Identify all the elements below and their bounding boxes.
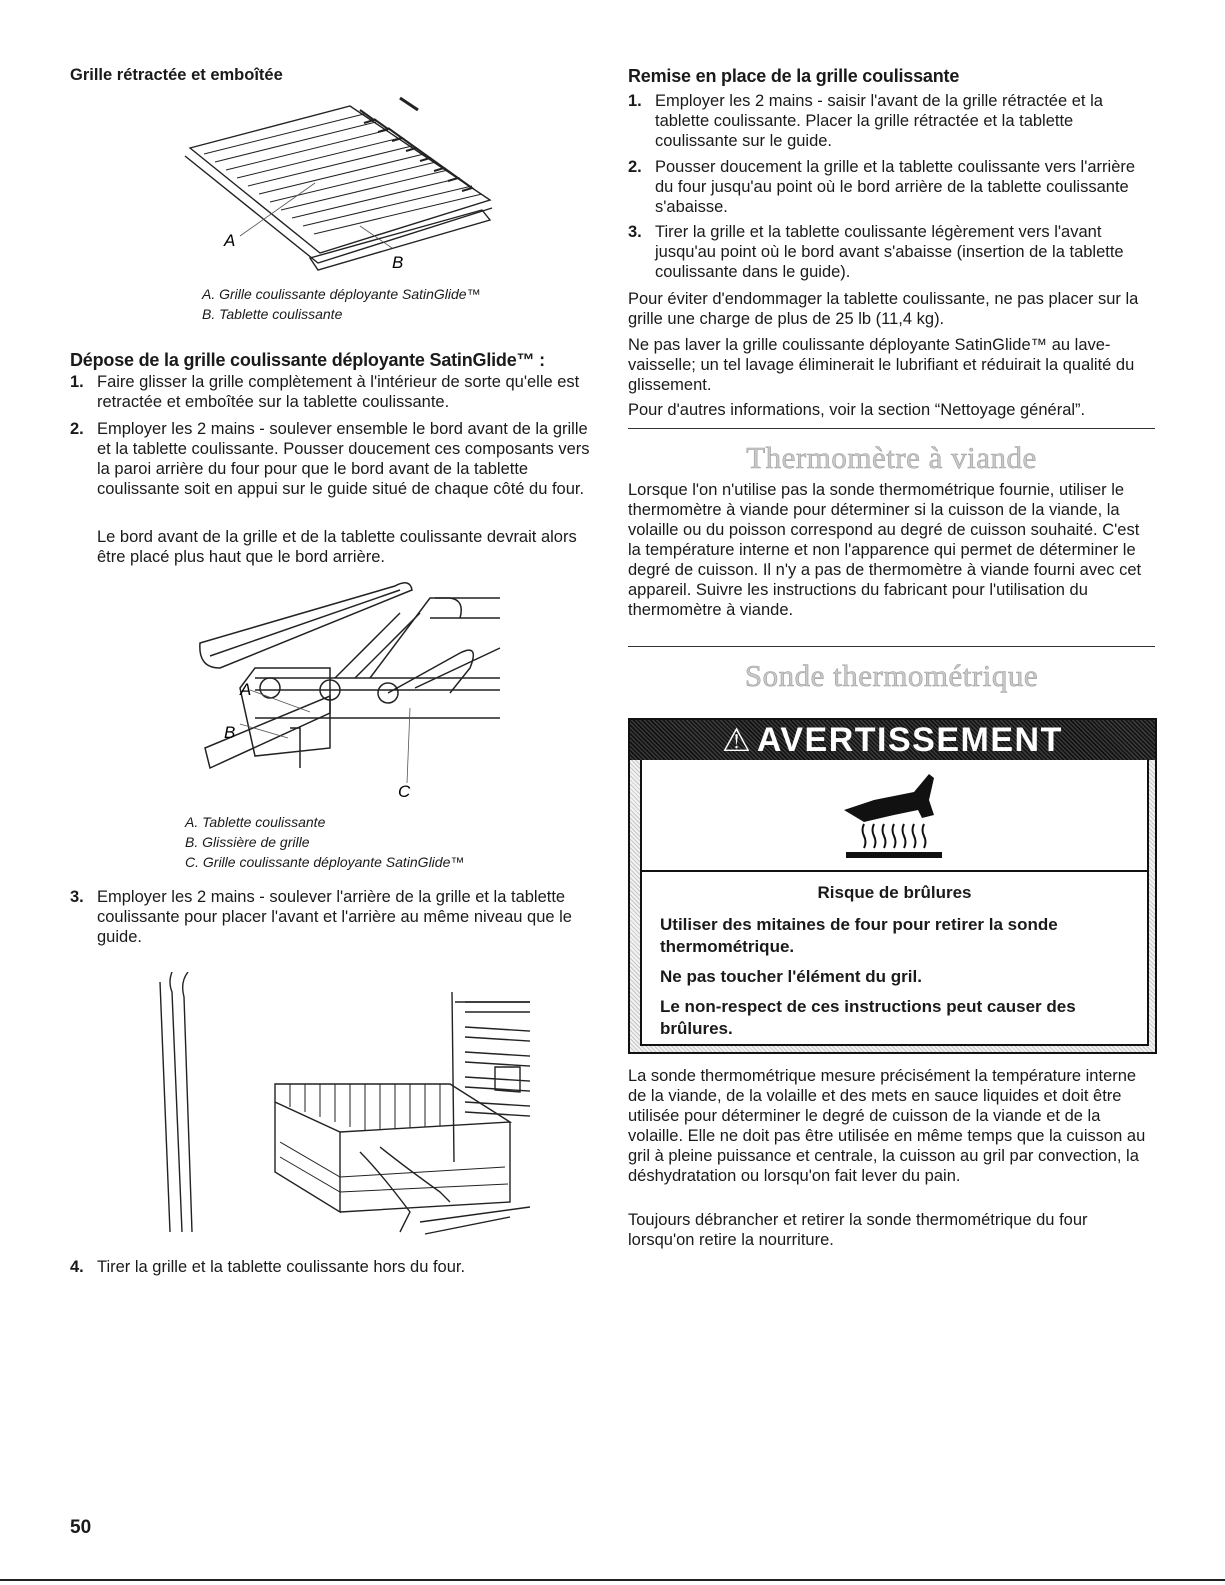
step-text: Faire glisser la grille complètement à l'intérieur de sorte qu'elle est retractée et emboîtée sur la tablette coulissante.	[97, 373, 580, 411]
warning-text-panel	[640, 872, 1149, 1046]
page-number: 50	[70, 1517, 92, 1538]
replace-step-3	[628, 222, 1155, 282]
fig2-caption-line: C. Grille coulissante déployante SatinGlide™	[185, 854, 465, 870]
paragraph-probe-description: La sonde thermométrique mesure précisément la température interne de la viande, de la volaille et des mets en sauce liquides et doit être utilisée pour déterminer le degré de cuisson de la viande et de la volaille. Elle ne doit pas être utilisée en même temps que la cuisson au gril à pleine puissance et centrale, la cuisson au gril par convection, la déshydratation ou lorsqu'on fait lever du pain.	[628, 1067, 1146, 1185]
paragraph-probe-remove: Toujours débrancher et retirer la sonde thermométrique du four lorsqu'on retire la nourriture.	[628, 1211, 1088, 1249]
step-text: Tirer la grille et la tablette coulissante hors du four.	[97, 1258, 466, 1276]
heading-rack-retracted: Grille rétractée et emboîtée	[70, 66, 283, 84]
step-number: 1.	[628, 92, 642, 110]
remove-step-4	[70, 1257, 595, 1277]
fig2-label-a: A	[240, 680, 252, 699]
rack-retracted-illustration	[160, 88, 500, 278]
step-text: Pousser doucement la grille et la tablette coulissante vers l'arrière du four jusqu'au point où le bord arrière de la tablette coulissante s'abaisse.	[655, 158, 1136, 216]
warning-banner	[630, 720, 1155, 760]
step-text: Tirer la grille et la tablette coulissante légèrement vers l'avant jusqu'au point où le bord avant s'abaisse (insertion de la tablette coulissante dans le guide).	[655, 223, 1124, 281]
remove-step-2	[70, 419, 595, 499]
warning-banner-label: AVERTISSEMENT	[756, 720, 1063, 759]
lift-rack-illustration	[150, 972, 530, 1242]
paragraph-dishwasher: Ne pas laver la grille coulissante déployante SatinGlide™ au lave-vaisselle; un tel lavage éliminerait le lubrifiant et réduirait la qualité du glissement.	[628, 336, 1135, 394]
divider	[628, 428, 1155, 429]
step-number: 2.	[70, 420, 84, 438]
warning-pictogram-panel	[640, 760, 1149, 872]
fig2-caption-line: A. Tablette coulissante	[185, 814, 326, 830]
fig1-caption-line: A. Grille coulissante déployante SatinGlide™	[202, 286, 481, 302]
warning-triangle-icon: ⚠	[722, 722, 751, 758]
warning-box	[628, 718, 1157, 1054]
step-number: 3.	[70, 888, 84, 906]
remove-rack-illustration	[160, 578, 510, 803]
step-number: 1.	[70, 373, 84, 391]
fig1-label-a: A	[224, 231, 236, 250]
heading-replace-rack: Remise en place de la grille coulissante	[628, 66, 960, 86]
figure-remove-rack	[160, 578, 510, 803]
remove-step-3	[70, 887, 595, 947]
fig1-caption	[202, 284, 481, 324]
warning-line-1: Utiliser des mitaines de four pour retirer la sonde thermométrique.	[660, 915, 1058, 956]
heading-remove-rack: Dépose de la grille coulissante déployante SatinGlide™ :	[70, 350, 545, 370]
step-number: 2.	[628, 158, 642, 176]
fig2-label-b: B	[224, 723, 236, 742]
warning-line-3: Le non-respect de ces instructions peut causer des brûlures.	[660, 997, 1076, 1038]
remove-step-1	[70, 372, 595, 412]
paragraph-meat-thermometer: Lorsque l'on n'utilise pas la sonde thermométrique fournie, utiliser le thermomètre à viande pour déterminer si la cuisson de la viande, la volaille ou du poisson correspond au degré de cuisson souhaité. C'est la température interne et non l'apparence qui permet de déterminer le degré de cuisson. Il n'y a pas de thermomètre à viande fourni avec cet appareil. Suivre les instructions du fabricant pour l'utilisation du thermomètre à viande.	[628, 481, 1142, 619]
warning-title: Risque de brûlures	[817, 883, 972, 902]
fig2-caption-line: B. Glissière de grille	[185, 834, 310, 850]
fig2-label-c: C	[398, 782, 411, 801]
fig1-label-b: B	[392, 253, 404, 272]
section-title-meat-thermometer: Thermomètre à viande	[746, 440, 1037, 475]
warning-line-2: Ne pas toucher l'élément du gril.	[660, 967, 922, 986]
page-bottom-rule	[0, 1579, 1225, 1581]
hot-surface-hand-icon	[834, 770, 954, 860]
step-text: Employer les 2 mains - soulever ensemble le bord avant de la grille et la tablette coulissante. Pousser doucement ces composants vers la paroi arrière du four pour que le bord avant de la tablette coulissante soit en appui sur le guide situé de chaque côté du four.	[97, 420, 590, 498]
step2-note: Le bord avant de la grille et de la tablette coulissante devrait alors être placé plus haut que le bord arrière.	[97, 528, 577, 566]
step-text: Employer les 2 mains - soulever l'arrière de la grille et la tablette coulissante pour placer l'avant et l'arrière au même niveau que le guide.	[97, 888, 572, 946]
fig1-caption-line: B. Tablette coulissante	[202, 306, 343, 322]
paragraph-load-limit: Pour éviter d'endommager la tablette coulissante, ne pas placer sur la grille une charge de plus de 25 lb (11,4 kg).	[628, 290, 1139, 328]
step-number: 3.	[628, 223, 642, 241]
figure-rack-retracted	[160, 88, 500, 278]
figure-lift-rack	[150, 972, 530, 1242]
replace-step-1	[628, 91, 1155, 151]
section-title-probe: Sonde thermométrique	[744, 658, 1039, 693]
divider	[628, 646, 1155, 647]
paragraph-more-info: Pour d'autres informations, voir la section “Nettoyage général”.	[628, 401, 1086, 419]
step-text: Employer les 2 mains - saisir l'avant de la grille rétractée et la tablette coulissante. Placer la grille rétractée et la tablette coulissante sur le guide.	[655, 92, 1103, 150]
step-number: 4.	[70, 1258, 84, 1276]
fig2-caption	[185, 812, 464, 872]
replace-step-2	[628, 157, 1155, 217]
